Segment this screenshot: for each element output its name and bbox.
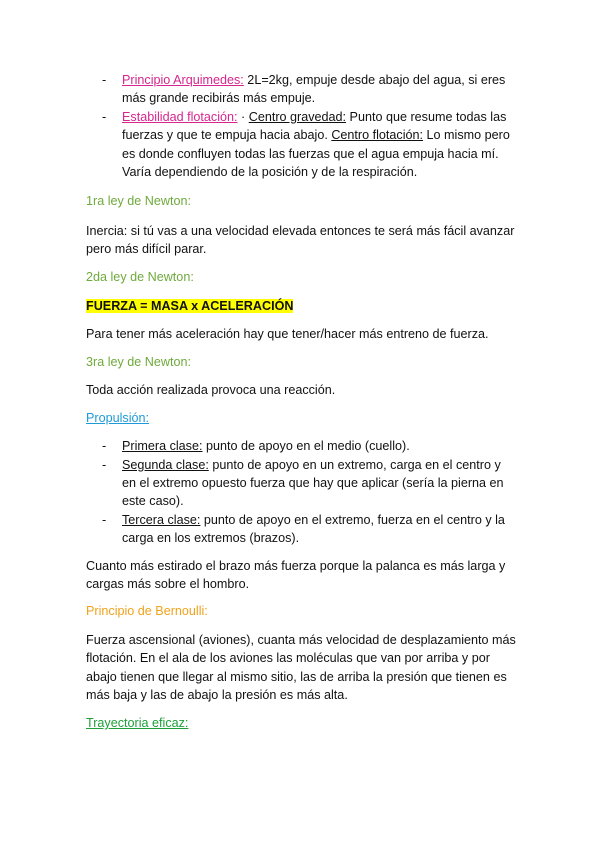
paragraph-bernoulli	[86, 631, 516, 705]
paragraph-palanca	[86, 557, 516, 594]
bullet-line	[122, 437, 516, 455]
bullet-arquimedes	[86, 71, 516, 108]
text-line: flotación. En el ala de los aviones las moléculas que van por arriba y por	[86, 651, 490, 666]
bullet-line: en el extremo opuesto fuerza que hay que aplicar (sería la pierna en	[122, 475, 504, 490]
term-centro-gravedad: Centro gravedad:	[248, 109, 347, 124]
formula-highlight: FUERZA = MASA x ACELERACIÓN	[86, 299, 294, 314]
heading-bernoulli: Principio de Bernoulli:	[86, 604, 208, 619]
text-line: más baja y las de abajo la presión es más alta.	[86, 687, 348, 702]
heading-newton-1: 1ra ley de Newton:	[86, 194, 192, 209]
paragraph-newton-3: Toda acción realizada provoca una reacción.	[86, 383, 336, 398]
propulsion-list	[86, 437, 516, 547]
bullet-estabilidad	[86, 108, 516, 182]
bullet-text: ·	[237, 109, 249, 124]
bullet-text: 2L=2kg, empuje desde abajo del agua, si eres	[243, 73, 506, 87]
bullet-dash: -	[102, 73, 107, 87]
bullet-line: este caso).	[122, 494, 184, 509]
term-primera-clase: Primera clase:	[122, 439, 203, 454]
list-item-segunda-clase	[86, 456, 516, 511]
text-line: Cuanto más estirado el brazo más fuerza porque la palanca es más larga y	[86, 558, 506, 573]
bullet-text: Lo mismo pero	[423, 128, 510, 143]
bullet-dash: -	[102, 457, 107, 472]
bullet-text: punto de apoyo en un extremo, carga en el centro y	[208, 457, 501, 472]
bullet-line	[122, 511, 516, 529]
bullet-text: punto de apoyo en el medio (cuello).	[202, 439, 410, 454]
bullet-line	[122, 108, 516, 126]
text-line: abajo tienen que llegar al mismo sitio, las de arriba la presión que tienen es	[86, 669, 507, 684]
bullet-text: fuerzas y que te empuja hacia abajo.	[122, 128, 332, 143]
formula-line	[86, 297, 516, 315]
bullet-line: Varía dependiendo de la posición y de la respiración.	[122, 165, 418, 180]
bullet-dash: -	[102, 512, 107, 527]
paragraph-newton-2: Para tener más aceleración hay que tener/hacer más entreno de fuerza.	[86, 327, 489, 342]
text-line: cargas más sobre el hombro.	[86, 576, 250, 591]
bullet-line: más grande recibirás más empuje.	[122, 91, 316, 106]
heading-propulsion: Propulsión:	[86, 410, 150, 425]
bullet-line	[122, 126, 516, 144]
bullet-line: es donde confluyen todas las fuerzas que el agua empuja hacia mí.	[122, 146, 499, 161]
bullet-dash: -	[102, 109, 107, 124]
bullet-dash: -	[102, 439, 107, 454]
heading-trayectoria-eficaz: Trayectoria eficaz:	[86, 716, 189, 731]
heading-newton-2: 2da ley de Newton:	[86, 269, 194, 284]
text-line: Fuerza ascensional (aviones), cuanta más velocidad de desplazamiento más	[86, 632, 516, 647]
paragraph-newton-1	[86, 222, 516, 259]
term-segunda-clase: Segunda clase:	[122, 457, 209, 472]
bullet-text: Punto que resume todas las	[346, 109, 507, 124]
bullet-line	[122, 456, 516, 474]
bullet-line	[122, 71, 516, 89]
term-estabilidad-flotacion: Estabilidad flotación:	[122, 109, 238, 124]
term-principio-arquimedes: Principio Arquimedes:	[122, 73, 244, 87]
text-line: pero más difícil parar.	[86, 242, 207, 257]
list-item-tercera-clase	[86, 511, 516, 548]
text-line: Inercia: si tú vas a una velocidad elevada entonces te será más fácil avanzar	[86, 223, 515, 238]
bullet-line: carga en los extremos (brazos).	[122, 531, 300, 546]
term-centro-flotacion: Centro flotación:	[331, 128, 424, 143]
bullet-text: punto de apoyo en el extremo, fuerza en el centro y la	[200, 512, 505, 527]
term-tercera-clase: Tercera clase:	[122, 512, 201, 527]
document-page	[86, 71, 516, 733]
heading-newton-3: 3ra ley de Newton:	[86, 354, 192, 369]
list-item-primera-clase	[86, 437, 516, 455]
